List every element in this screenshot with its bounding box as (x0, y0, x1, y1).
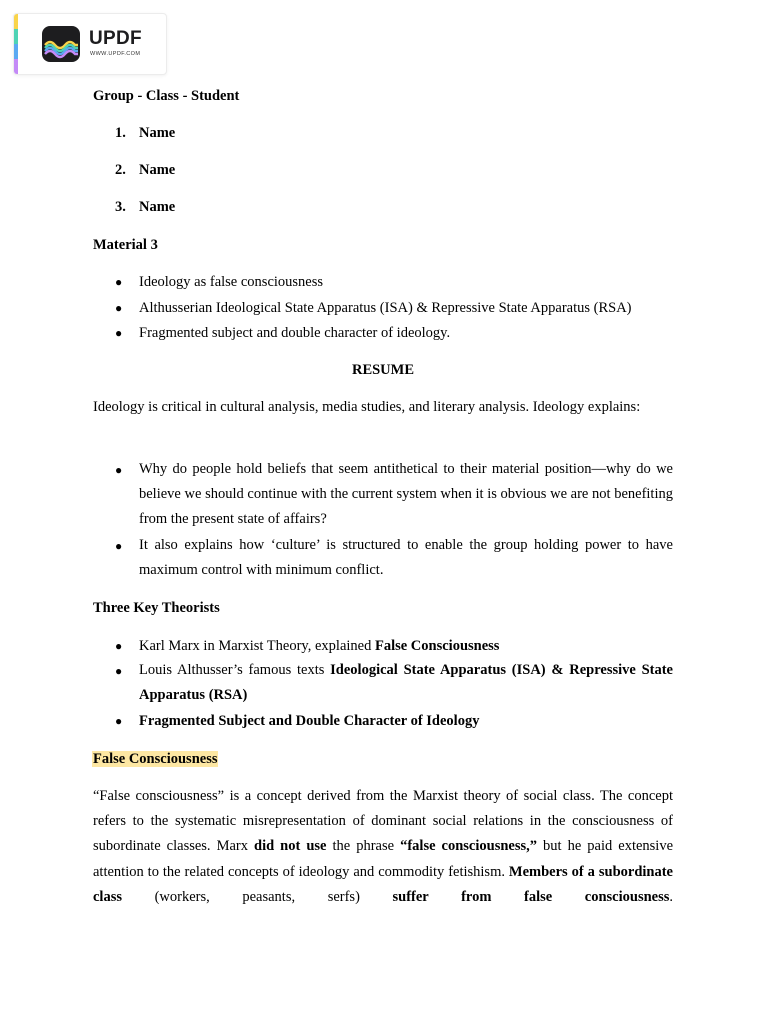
group-line: Group - Class - Student (93, 88, 240, 104)
theorist-item: Fragmented Subject and Double Character of Ideology (139, 713, 480, 729)
material-item: Fragmented subject and double character of ideology. (139, 325, 451, 341)
material-item: Ideology as false consciousness (139, 274, 324, 290)
section-heading (92, 750, 218, 768)
paragraph-bold: suffer from false consciousness (392, 888, 670, 905)
theorist-item (139, 637, 499, 655)
member-name: Name (139, 125, 176, 141)
theorists-title: Three Key Theorists (93, 600, 220, 616)
member-number: 3. (115, 199, 126, 215)
paragraph-text: . (669, 888, 673, 905)
member-name: Name (139, 199, 176, 215)
member-number: 1. (115, 125, 126, 141)
theorist-text: Louis Althusser’s famous texts (139, 662, 331, 678)
bullet-icon: ● (115, 301, 123, 315)
bullet-icon: ● (115, 639, 123, 653)
logo-title: UPDF (89, 28, 142, 49)
highlighted-heading: False Consciousness (93, 751, 218, 767)
resume-bullet: It also explains how ‘culture’ is structured to enable the group holding power to have maximum control with minimum conflict. (139, 537, 673, 579)
bullet-icon: ● (115, 664, 123, 678)
paragraph-bold: “false consciousness,” (400, 838, 538, 855)
theorist-item (139, 658, 673, 708)
updf-icon (42, 26, 80, 62)
theorist-text: Karl Marx in Marxist Theory, explained (139, 638, 375, 654)
bullet-icon: ● (115, 539, 123, 553)
theorist-bold-text: Ideological State Apparatus (ISA) & Repressive State Apparatus (RSA) (139, 662, 673, 704)
theorist-bold-text: False Consciousness (374, 638, 500, 654)
resume-intro: Ideology is critical in cultural analysis, media studies, and literary analysis. Ideology explains: (93, 399, 641, 415)
material-title: Material 3 (93, 237, 158, 253)
logo-url: WWW.UPDF.COM (90, 51, 141, 57)
member-number: 2. (115, 162, 126, 178)
paragraph-text: (workers, peasants, serfs) (122, 888, 393, 905)
resume-title: RESUME (351, 362, 415, 378)
paragraph-bold: did not use (254, 838, 327, 855)
bullet-icon: ● (115, 326, 123, 340)
logo-color-stripe (14, 14, 18, 74)
paragraph-bold: Members of a subordinate class (93, 863, 673, 905)
material-item: Althusserian Ideological State Apparatus (ISA) & Repressive State Apparatus (RSA) (139, 300, 632, 316)
paragraph-text: but he paid extensive attention to the related concepts of ideology and commodity fetishism. (93, 838, 674, 880)
updf-logo (13, 13, 167, 75)
paragraph-text: the phrase (326, 838, 401, 855)
false-consciousness-paragraph (93, 784, 673, 910)
resume-bullet: Why do people hold beliefs that seem antithetical to their material position—why do we believe we should continue with the current system when it is obvious we are not benefiting from the present state of affairs? (139, 461, 673, 528)
bullet-icon: ● (115, 275, 123, 289)
bullet-icon: ● (115, 714, 123, 728)
bullet-icon: ● (115, 463, 123, 477)
paragraph-text: “False consciousness” is a concept derived from the Marxist theory of social class. The concept refers to the systematic misrepresentation of dominant social relations in the consciousness of subordinate classes. Marx (93, 788, 673, 855)
member-name: Name (139, 162, 176, 178)
